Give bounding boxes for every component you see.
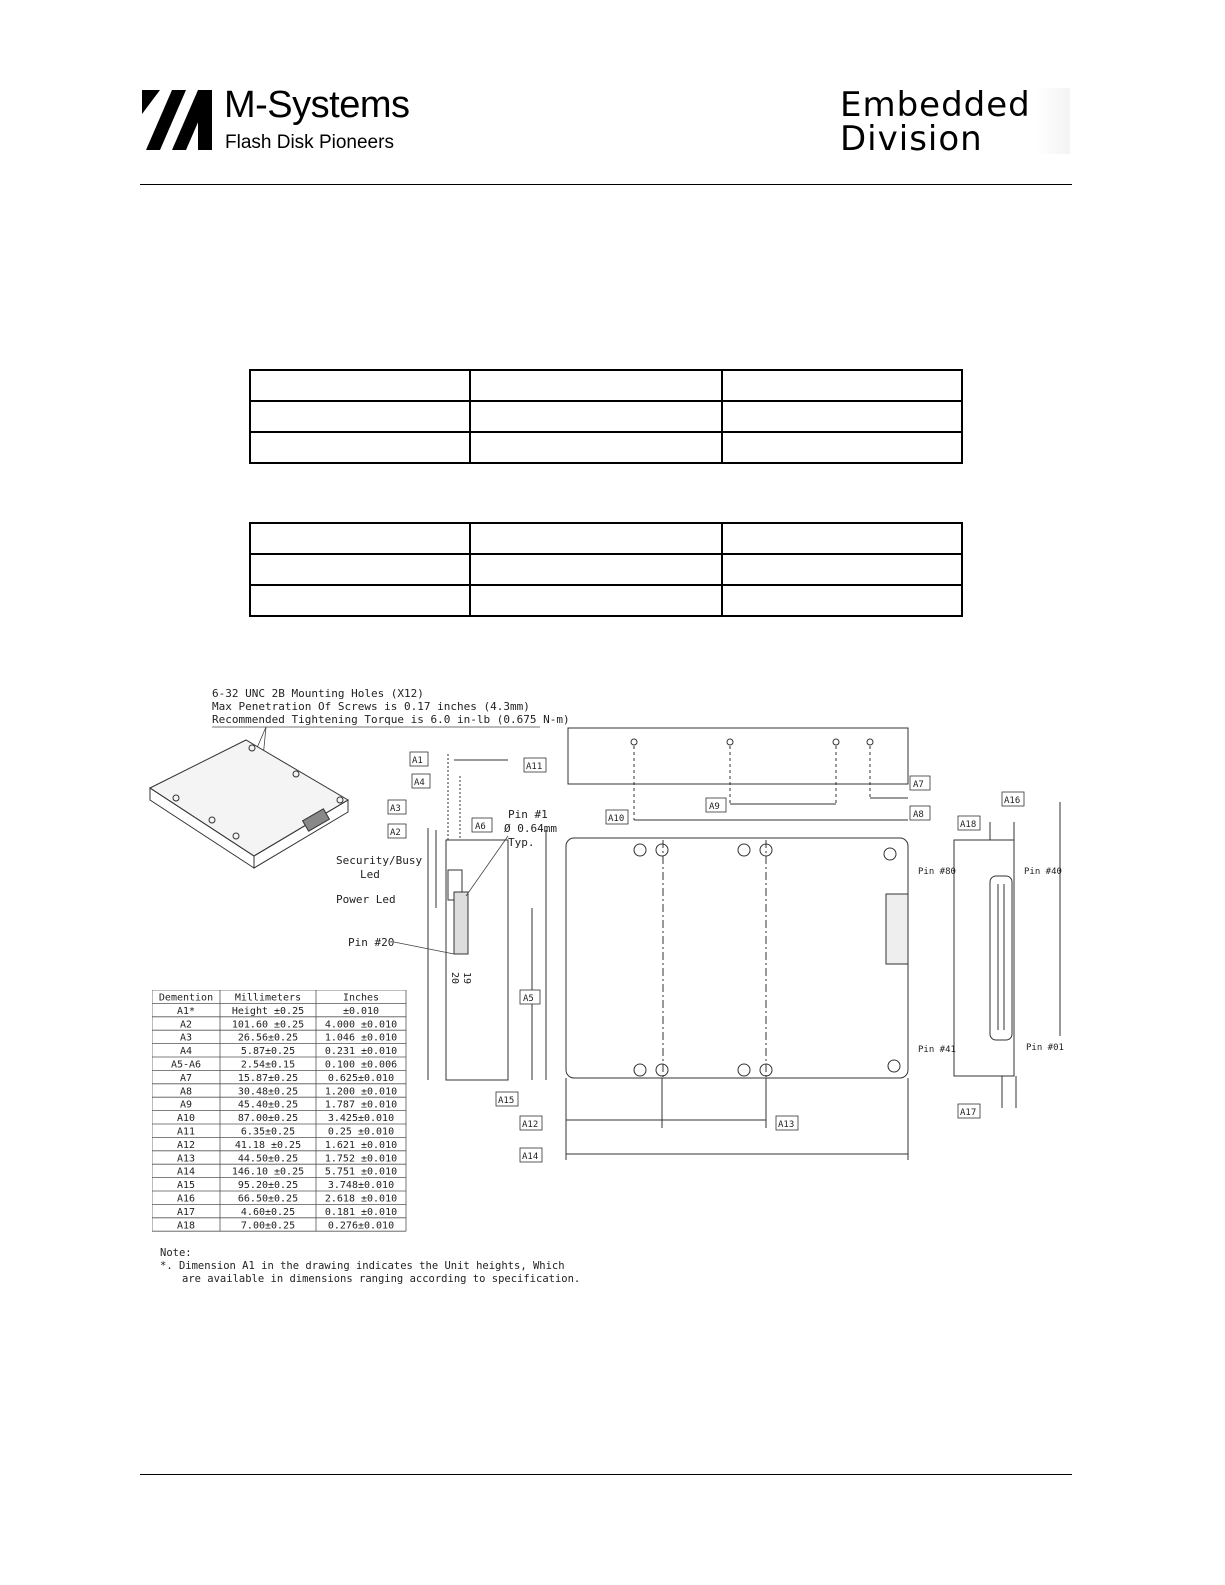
table-cell: 41.18 ±0.25: [234, 1139, 302, 1151]
table-cell: A11: [176, 1126, 196, 1138]
table-cell: 1.752 ±0.010: [324, 1153, 398, 1165]
table-cell: A2: [179, 1019, 193, 1031]
edge-view: [568, 728, 908, 820]
table-cell: 26.56±0.25: [237, 1032, 299, 1044]
dim-tag: A18: [960, 820, 977, 830]
table-cell: 3.425±0.010: [327, 1113, 395, 1125]
company-name: M-Systems: [224, 84, 410, 126]
footer-rule: [140, 1474, 1072, 1475]
bottom-view: [546, 830, 908, 1160]
table-cell: A5-A6: [170, 1059, 202, 1071]
note-title: Note:: [160, 1247, 192, 1259]
connector-end-view: [954, 802, 1060, 1108]
dim-tag: A9: [709, 802, 720, 812]
table-cell: Height ±0.25: [231, 1005, 305, 1017]
dim-tag: A16: [1004, 796, 1021, 806]
table-cell: 66.50±0.25: [237, 1193, 299, 1205]
security-busy-label: Security/Busy: [336, 854, 423, 867]
table-cell: A18: [176, 1220, 196, 1232]
side-view: [428, 754, 532, 1080]
table-cell: 95.20±0.25: [237, 1180, 299, 1192]
note-line: are available in dimensions ranging according to specification.: [182, 1273, 581, 1285]
header-rule: [140, 184, 1072, 185]
division-line2: Division: [840, 119, 983, 159]
table-cell: 146.10 ±0.25: [231, 1166, 305, 1178]
table-cell: 101.60 ±0.25: [231, 1019, 305, 1031]
isometric-view: [150, 740, 348, 868]
table-cell: 45.40±0.25: [237, 1099, 299, 1111]
table-cell: 7.00±0.25: [240, 1220, 296, 1232]
table-cell: 5.751 ±0.010: [324, 1166, 398, 1178]
table-cell: A14: [176, 1166, 196, 1178]
table-row: [250, 370, 962, 401]
pin40-label: Pin #40: [1024, 867, 1062, 877]
pin1-label: Pin #1: [508, 808, 548, 821]
company-tagline: Flash Disk Pioneers: [225, 132, 394, 153]
table-cell: 44.50±0.25: [237, 1153, 299, 1165]
dim-tag: A17: [960, 1108, 977, 1118]
dim-tag: A11: [526, 762, 543, 772]
table-cell: 1.200 ±0.010: [324, 1086, 398, 1098]
table-cell: 1.621 ±0.010: [324, 1139, 398, 1151]
table-cell: A8: [179, 1086, 193, 1098]
pin1-diameter-label: Ø 0.64mm: [504, 822, 557, 835]
table-cell: 0.25 ±0.010: [327, 1126, 395, 1138]
table-cell: 3.748±0.010: [327, 1180, 395, 1192]
table-cell: A3: [179, 1032, 193, 1044]
table-cell: 87.00±0.25: [237, 1113, 299, 1125]
table-cell: 0.181 ±0.010: [324, 1206, 398, 1218]
pin-number-20: 20: [449, 972, 460, 985]
dimension-table: [152, 990, 408, 1234]
table-cell: A12: [176, 1139, 196, 1151]
power-led-label: Power Led: [336, 893, 396, 906]
table-cell: A16: [176, 1193, 196, 1205]
mounting-note-line: 6-32 UNC 2B Mounting Holes (X12): [212, 687, 424, 700]
mounting-note-line: Max Penetration Of Screws is 0.17 inches (4.3mm): [212, 700, 530, 713]
table-cell: 5.87±0.25: [240, 1046, 296, 1058]
table-row: [250, 585, 962, 616]
table-cell: 2.618 ±0.010: [324, 1193, 398, 1205]
dim-tag: A2: [390, 828, 401, 838]
table-header-cell: Demention: [158, 992, 214, 1004]
table-cell: A9: [179, 1099, 193, 1111]
table-cell: A17: [176, 1206, 196, 1218]
table-cell: A15: [176, 1180, 196, 1192]
dim-tag: A8: [913, 810, 924, 820]
table-cell: 4.000 ±0.010: [324, 1019, 398, 1031]
m-systems-logo-mark: [142, 90, 214, 152]
table-row: [250, 554, 962, 585]
table-cell: 2.54±0.15: [240, 1059, 296, 1071]
table-row: [250, 432, 962, 463]
table-cell: A4: [179, 1046, 193, 1058]
table-cell: A13: [176, 1153, 196, 1165]
table-cell: 15.87±0.25: [237, 1072, 299, 1084]
typ-label: Typ.: [508, 836, 535, 849]
dim-tag: A5: [523, 994, 534, 1004]
table-cell: 1.046 ±0.010: [324, 1032, 398, 1044]
table-row: [250, 401, 962, 432]
dim-tag: A14: [522, 1152, 539, 1162]
drawing-note: [160, 1247, 580, 1286]
dim-tag: A4: [414, 778, 425, 788]
table-cell: 4.60±0.25: [240, 1206, 296, 1218]
company-logo: [142, 84, 442, 154]
pin20-label: Pin #20: [348, 936, 395, 949]
dim-tag: A15: [498, 1096, 515, 1106]
dim-tag: A6: [475, 822, 486, 832]
table-cell: A1*: [176, 1005, 196, 1017]
pin-number-19: 19: [461, 972, 472, 985]
table-cell: 0.231 ±0.010: [324, 1046, 398, 1058]
blank-table-2: [249, 522, 963, 617]
table-cell: A7: [179, 1072, 193, 1084]
pin01-label: Pin #01: [1026, 1043, 1064, 1053]
pin80-label: Pin #80: [918, 867, 956, 877]
division-logo: [840, 85, 1070, 159]
dim-tag: A12: [522, 1120, 539, 1130]
led-label: Led: [360, 868, 380, 881]
pin41-label: Pin #41: [918, 1045, 956, 1055]
table-cell: 1.787 ±0.010: [324, 1099, 398, 1111]
dim-tag: A13: [778, 1120, 795, 1130]
table-cell: ±0.010: [342, 1005, 380, 1017]
table-cell: 6.35±0.25: [240, 1126, 296, 1138]
dim-tag: A3: [390, 804, 401, 814]
division-line1: Embedded: [840, 85, 1031, 125]
blank-table-1: [249, 369, 963, 464]
table-cell: A10: [176, 1113, 196, 1125]
note-line: *. Dimension A1 in the drawing indicates the Unit heights, Which: [160, 1260, 565, 1272]
table-row: [250, 523, 962, 554]
table-header-cell: Inches: [342, 992, 380, 1004]
table-cell: 0.625±0.010: [327, 1072, 395, 1084]
mounting-note-line: Recommended Tightening Torque is 6.0 in-lb (0.675 N-m): [212, 713, 570, 726]
dim-tag: A10: [608, 814, 625, 824]
table-cell: 0.100 ±0.006: [324, 1059, 398, 1071]
table-cell: 30.48±0.25: [237, 1086, 299, 1098]
table-cell: 0.276±0.010: [327, 1220, 395, 1232]
dim-tag: A7: [913, 780, 924, 790]
table-header-cell: Millimeters: [234, 992, 302, 1004]
dim-tag: A1: [412, 756, 423, 766]
